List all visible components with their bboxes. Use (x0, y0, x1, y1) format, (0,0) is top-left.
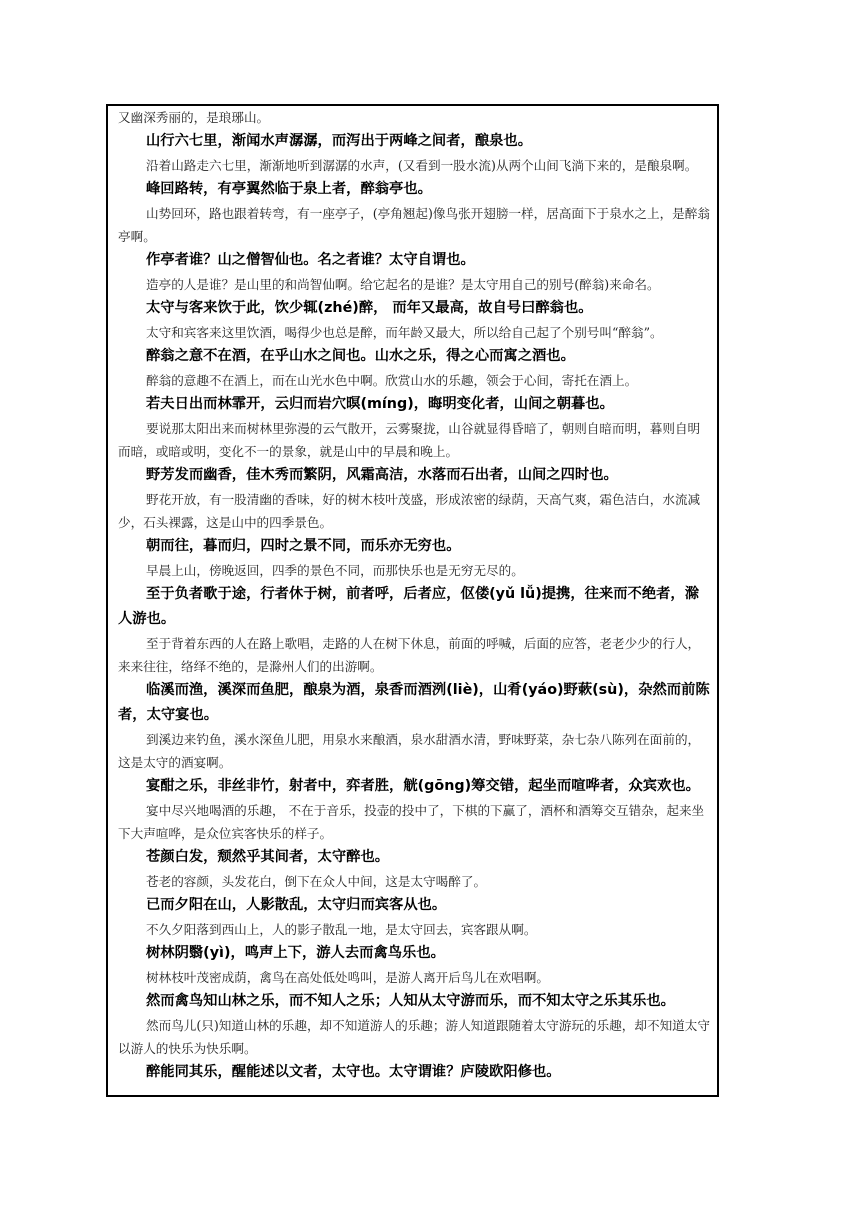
translation-text-line: 要说那太阳出来而树林里弥漫的云气散开，云雾聚拢，山谷就显得昏暗了，朝则自暗而明，暮则自明而暗，或暗或明，变化不一的景象，就是山中的早晨和晚上。 (118, 421, 701, 459)
original-text-line: 苍颜白发，颓然乎其间者，太守醉也。 (146, 849, 390, 865)
original-text-line: 树林阴翳(yì)，鸣声上下，游人去而禽鸟乐也。 (146, 945, 445, 961)
original-text-line: 已而夕阳在山，人影散乱，太守归而宾客从也。 (146, 897, 447, 913)
translation-text-line: 山势回环，路也跟着转弯，有一座亭子，(亭角翘起)像鸟张开翅膀一样，居高面下于泉水之上，是醉翁亭啊。 (118, 206, 710, 244)
original-text-line: 野芳发而幽香，佳木秀而繁阴，风霜高洁，水落而石出者，山间之四时也。 (146, 467, 618, 483)
original-text-line: 临溪而渔，溪深而鱼肥，酿泉为酒，泉香而酒洌(liè)，山肴(yáo)野蔌(sù)，杂然而前陈者，太守宴也。 (118, 682, 710, 723)
translation-text-line: 宴中尽兴地喝酒的乐趣， 不在于音乐，投壶的投中了，下棋的下赢了，酒杯和酒筹交互错杂，起来坐下大声喧哗，是众位宾客快乐的样子。 (118, 803, 705, 841)
translation-text-line: 野花开放，有一股清幽的香味，好的树木枝叶茂盛，形成浓密的绿荫，天高气爽，霜色洁白，水流减少，石头裸露，这是山中的四季景色。 (118, 492, 701, 530)
translation-text-line: 早晨上山，傍晚返回，四季的景色不同，而那快乐也是无穷无尽的。 (146, 563, 524, 578)
translation-text-line: 又幽深秀丽的，是琅琊山。 (118, 110, 270, 125)
original-text-line: 醉翁之意不在酒，在乎山水之间也。山水之乐，得之心而寓之酒也。 (146, 348, 575, 364)
original-text-line: 若夫日出而林霏开，云归而岩穴暝(míng)，晦明变化者，山间之朝暮也。 (146, 396, 614, 412)
original-text-line: 宴酣之乐，非丝非竹，射者中，弈者胜，觥(gōng)筹交错，起坐而喧哗者，众宾欢也。 (146, 778, 700, 794)
original-text-line: 朝而往，暮而归，四时之景不同，而乐亦无穷也。 (146, 538, 461, 554)
translation-text-line: 太守和宾客来这里饮酒，喝得少也总是醉，而年龄又最大，所以给自己起了个别号叫“醉翁”。 (146, 325, 663, 340)
document-body (118, 106, 712, 1085)
translation-text-line: 造亭的人是谁？是山里的和尚智仙啊。给它起名的是谁？是太守用自己的别号(醉翁)来命名。 (146, 277, 660, 292)
original-text-line: 至于负者歌于途，行者休于树，前者呼，后者应，伛偻(yǔ lǚ)提携，往来而不绝者，滁人游也。 (118, 586, 700, 627)
translation-text-line: 到溪边来钓鱼，溪水深鱼儿肥，用泉水来酿酒，泉水甜酒水清，野味野菜，杂七杂八陈列在面前的，这是太守的酒宴啊。 (118, 732, 701, 770)
original-text-line: 作亭者谁？山之僧智仙也。名之者谁？太守自谓也。 (146, 252, 475, 268)
original-text-line: 峰回路转，有亭翼然临于泉上者，醉翁亭也。 (146, 181, 432, 197)
translation-text-line: 苍老的容颜，头发花白，倒下在众人中间，这是太守喝醉了。 (146, 874, 487, 889)
original-text-line: 山行六七里，渐闻水声潺潺，而泻出于两峰之间者，酿泉也。 (146, 133, 533, 149)
original-text-line: 太守与客来饮于此，饮少辄(zhé)醉， 而年又最高，故自号曰醉翁也。 (146, 300, 593, 316)
original-text-line: 醉能同其乐，醒能述以文者，太守也。太守谓谁？庐陵欧阳修也。 (146, 1064, 561, 1080)
translation-text-line: 不久夕阳落到西山上，人的影子散乱一地，是太守回去，宾客跟从啊。 (146, 922, 537, 937)
original-text-line: 然而禽鸟知山林之乐，而不知人之乐；人知从太守游而乐，而不知太守之乐其乐也。 (146, 993, 675, 1009)
translation-text-line: 然而鸟儿(只)知道山林的乐趣，却不知道游人的乐趣；游人知道跟随着太守游玩的乐趣，却不知道太守以游人的快乐为快乐啊。 (118, 1018, 710, 1056)
translation-text-line: 树林枝叶茂密成荫，禽鸟在高处低处鸣叫，是游人离开后鸟儿在欢唱啊。 (146, 970, 549, 985)
translation-text-line: 至于背着东西的人在路上歌唱，走路的人在树下休息，前面的呼喊，后面的应答，老老少少的行人，来来往往，络绎不绝的，是滁州人们的出游啊。 (118, 636, 701, 674)
translation-text-line: 沿着山路走六七里，渐渐地听到潺潺的水声，(又看到一股水流)从两个山间飞淌下来的，是酿泉啊。 (146, 158, 698, 173)
translation-text-line: 醉翁的意趣不在酒上，而在山光水色中啊。欣赏山水的乐趣，领会于心间，寄托在酒上。 (146, 373, 638, 388)
